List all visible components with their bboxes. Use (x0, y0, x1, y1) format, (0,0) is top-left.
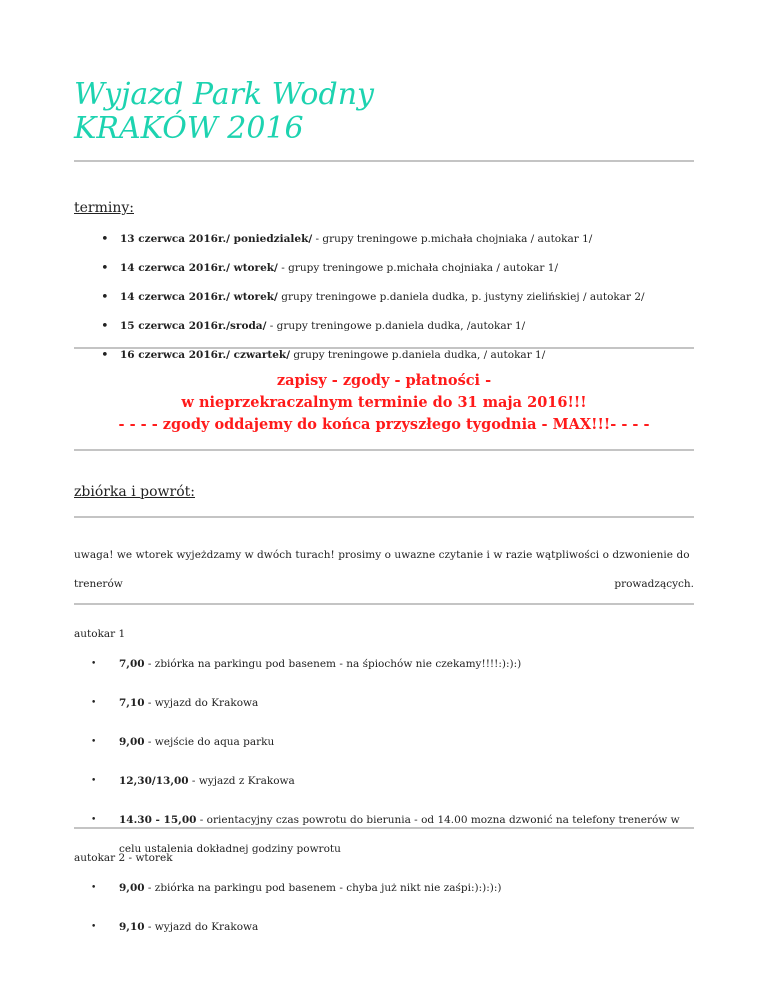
bus1-label: autokar 1 (74, 628, 126, 640)
list-item (74, 283, 694, 312)
divider (74, 347, 694, 349)
warning-word: trenerów (74, 578, 123, 590)
term-date: 14 czerwca 2016r./ wtorek/ (120, 262, 278, 274)
title-line-2: KRAKÓW 2016 (74, 111, 304, 146)
divider (74, 827, 694, 829)
bullet-icon: • (91, 776, 97, 786)
warning-word: prowadzących. (614, 578, 694, 590)
warning-line: uwaga! we wtorek wyjeżdzamy w dwóch turach! prosimy o uwazne czytanie i w razie wątpliwości o dzwonienie do (74, 549, 690, 561)
list-item (74, 767, 694, 796)
step-text: - zbiórka na parkingu pod basenem - chyba już nikt nie zaśpi:):):):) (144, 882, 502, 894)
step-text: - wyjazd z Krakowa (188, 775, 295, 787)
list-item (74, 225, 694, 254)
term-text: - grupy treningowe p.michała chojniaka / autokar 1/ (312, 233, 593, 245)
step-text: - wyjazd do Krakowa (144, 921, 259, 933)
bullet-icon: • (91, 922, 97, 932)
notice-line: w nieprzekraczalnym terminie do 31 maja 2016!!! (181, 394, 587, 411)
term-date: 16 czerwca 2016r./ czwartek/ (120, 349, 291, 361)
deadline-notice (74, 370, 694, 436)
bullet-icon: • (91, 737, 97, 747)
title-line-1: Wyjazd Park Wodny (74, 77, 374, 112)
list-item (74, 689, 694, 718)
term-date: 14 czerwca 2016r./ wtorek/ (120, 291, 278, 303)
list-item (74, 312, 694, 341)
bus1-schedule (74, 650, 694, 864)
list-item (74, 913, 694, 942)
term-date: 13 czerwca 2016r./ poniedzialek/ (120, 233, 313, 245)
warning-paragraph (74, 541, 694, 599)
bullet-icon: • (101, 319, 109, 334)
bullet-icon: • (91, 659, 97, 669)
warning-line-2 (74, 570, 694, 599)
step-time: 9,00 (119, 882, 145, 894)
bullet-icon: • (101, 261, 109, 276)
notice-line: zapisy - zgody - płatności - (276, 372, 492, 389)
step-text: - zbiórka na parkingu pod basenem - na śpiochów nie czekamy!!!!:):):) (144, 658, 522, 670)
return-heading: zbiórka i powrót: (74, 484, 195, 500)
list-item (74, 650, 694, 679)
bullet-icon: • (101, 232, 109, 247)
list-item (74, 874, 694, 903)
divider (74, 449, 694, 451)
step-text: - orientacyjny czas powrotu do bierunia - od 14.00 mozna dzwonić na telefony trenerów w celu ustalenia dokładnej godziny powrotu (119, 814, 680, 855)
list-item (74, 341, 694, 370)
bus2-label: autokar 2 - wtorek (74, 852, 173, 864)
bullet-icon: • (91, 883, 97, 893)
document-title (74, 78, 374, 146)
bullet-icon: • (91, 815, 97, 825)
divider (74, 603, 694, 605)
bullet-icon: • (101, 348, 109, 363)
step-text: - wejście do aqua parku (144, 736, 275, 748)
term-text: grupy treningowe p.daniela dudka, p. justyny zielińskiej / autokar 2/ (277, 291, 645, 303)
step-time: 7,10 (119, 697, 145, 709)
term-text: grupy treningowe p.daniela dudka, / autokar 1/ (290, 349, 546, 361)
step-text: - wyjazd do Krakowa (144, 697, 259, 709)
terms-heading: terminy: (74, 200, 134, 216)
divider (74, 160, 694, 162)
step-time: 9,00 (119, 736, 145, 748)
step-time: 14.30 - 15,00 (119, 814, 197, 826)
list-item (74, 254, 694, 283)
step-time: 7,00 (119, 658, 145, 670)
notice-line: - - - - zgody oddajemy do końca przyszłego tygodnia - MAX!!!- - - - (118, 416, 650, 433)
bullet-icon: • (91, 698, 97, 708)
bus2-schedule (74, 874, 694, 942)
divider (74, 516, 694, 518)
step-time: 12,30/13,00 (119, 775, 189, 787)
step-time: 9,10 (119, 921, 145, 933)
bullet-icon: • (101, 290, 109, 305)
term-date: 15 czerwca 2016r./sroda/ (120, 320, 267, 332)
term-text: - grupy treningowe p.daniela dudka, /autokar 1/ (266, 320, 526, 332)
list-item (74, 728, 694, 757)
term-text: - grupy treningowe p.michała chojniaka / autokar 1/ (277, 262, 559, 274)
